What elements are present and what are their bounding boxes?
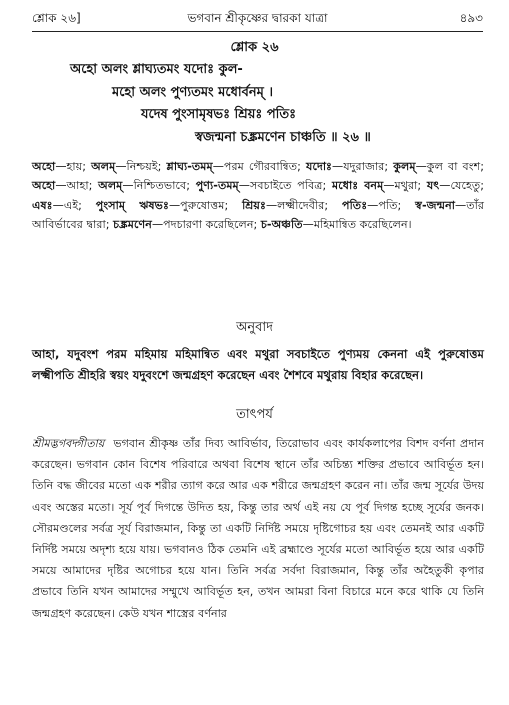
translation-heading: অনুবাদ <box>236 320 273 335</box>
purport-text: ভগবান শ্রীকৃষ্ণ তাঁর দিব্য আবির্ভাব, তিরোভাব এবং কার্যকলাপের বিশদ বর্ণনা প্রদান করেছেন। ভগবান কোন বিশেষ পরিবারে অথবা বিশেষ স্থানে তাঁর অচিন্ত্য শক্তির প্রভাবে আবির্ভূত হন। তিনি বদ্ধ জীবের মতো এক শরীর ত্যাগ করে আর এক শরীরে জন্মগ্রহণ করেন না। তাঁর জন্ম সূর্যের উদয় এবং অস্তের মতো। সূর্য পূর্ব দিগন্তে উদিত হয়, কিন্তু তার অর্থ এই নয় যে পূর্ব দিগন্ত হচ্ছে সূর্যের জনক। সৌরমণ্ডলের সর্বত্র সূর্য বিরাজমান, কিন্তু তা একটি নির্দিষ্ট সময়ে দৃষ্টিগোচর হয় এবং তেমনই আর একটি নির্দিষ্ট সময়ে অদৃশ্য হয়ে যায়। ভগবানও ঠিক তেমনি এই ব্রহ্মাণ্ডে সূর্যের মতো আবির্ভূত হয়ে আর একটি সময়ে আমাদের দৃষ্টির অগোচর হয়ে যান। তিনি সর্বত্র সর্বদা বিরাজমান, কিন্তু তাঁর অহৈতুকী কৃপার প্রভাবে তিনি যখন আমাদের সম্মুখে আবির্ভূত হন, তখন আমরা বিনা বিচারে মনে করে থাকি যে তিনি জন্মগ্রহণ করেছেন। কেউ যখন শাস্ত্রের বর্ণনার <box>32 437 484 620</box>
synonym-meaning: মথুরা; <box>394 179 427 193</box>
synonym-word: অলম্ <box>98 179 123 193</box>
synonym-meaning: পুরুষোত্তম; <box>180 198 243 212</box>
synonym-meaning: সবচাইতে পবিত্র; <box>249 179 332 193</box>
synonym-word: শ্রিয়ঃ <box>242 198 266 212</box>
verse-line-2: মহো অলং পুণ্যতমং মধোর্বনম্ । <box>112 85 274 100</box>
verse-line-3: যদেষ পুংসামৃষভঃ শ্রিয়ঃ পতিঃ <box>141 107 297 122</box>
purport-heading: তাৎপর্য <box>236 407 273 422</box>
synonym-word: অলম্ <box>91 160 116 173</box>
verse-title: শ্লোক ২৬ <box>230 40 279 55</box>
synonym-word: স্ব-জন্মনা <box>415 198 456 212</box>
synonym-word: অহো <box>32 179 56 193</box>
synonyms-paragraph: অহো—হায়; অলম্—নিশ্চয়ই; শ্লাঘ্য-তমম্—পরম গৌরবান্বিত; যদোঃ—যদুরাজার; কুলম্—কুল বা বংশ; অহো—আহা; অলম্—নিশ্চিতভাবে; পুণ্য-তমম্—সবচাইতে পবিত্র; মধোঃ বনম্—মথুরা; যৎ—যেহেতু; এষঃ—এই; পুংসাম্ ঋষভঃ—পুরুষোত্তম; শ্রিয়ঃ—লক্ষ্মীদেবীর; পতিঃ—পতি; স্ব-জন্মনা—তাঁর আবির্ভাবের দ্বারা; চঙ্ক্রমণেন—পদচারণা করেছিলেন; চ-অঞ্চতি—মহিমান্বিত করেছিলেন। <box>32 160 484 232</box>
synonym-meaning: এই; <box>63 198 96 212</box>
verse-line-1: অহো অলং শ্লাঘ্যতমং যদোঃ কুল- <box>70 62 243 77</box>
synonym-word: চঙ্ক্রমণেন <box>113 218 152 232</box>
running-header <box>32 10 483 30</box>
header-verse-ref: শ্লোক ২৬] <box>32 11 81 25</box>
translation-text: আহা, যদুবংশ পরম মহিমায় মহিমান্বিত এবং মথুরা সবচাইতে পুণ্যময় কেননা এই পুরুষোত্তম লক্ষ্মীপতি শ্রীহরি স্বয়ং যদুবংশে জন্মগ্রহণ করেছেন এবং শৈশবে মথুরায় বিহার করেছেন। <box>32 347 484 382</box>
book-title: শ্রীমদ্ভগবদ্গীতায় <box>32 437 105 450</box>
synonym-meaning: নিশ্চয়ই; <box>126 160 167 173</box>
purport-paragraph <box>32 433 484 624</box>
synonym-meaning: হায়; <box>66 160 92 173</box>
synonym-word: যৎ <box>426 179 440 193</box>
synonym-meaning: আহা; <box>66 179 99 193</box>
synonym-meaning: কুল বা বংশ; <box>426 160 484 173</box>
synonym-word: পতিঃ <box>342 198 368 212</box>
synonym-word: শ্লাঘ্য-তমম্ <box>166 160 213 173</box>
synonym-meaning: পতি; <box>378 198 416 212</box>
synonym-word: যদোঃ <box>306 160 333 173</box>
synonym-word: পুণ্য-তমম্ <box>195 179 239 193</box>
synonym-meaning: যদুরাজার; <box>343 160 394 173</box>
synonym-word: অহো <box>32 160 56 173</box>
translation <box>32 344 484 385</box>
synonym-word: কুলম্ <box>393 160 416 173</box>
synonym-meaning: মহিমান্বিত করেছিলেন। <box>313 218 412 232</box>
header-rule <box>32 31 483 32</box>
synonym-meaning: পরম গৌরবান্বিত; <box>223 160 306 173</box>
synonym-word: চ-অঞ্চতি <box>260 218 303 232</box>
synonym-meaning: যেহেতু; <box>450 179 484 193</box>
synonym-word: মধোঃ বনম্ <box>331 179 384 193</box>
synonym-word: পুংসাম্ ঋষভঃ <box>95 198 169 212</box>
synonym-meaning: তাঁর আবির্ভাবের দ্বারা; <box>32 198 484 232</box>
page-number: ৪৯৩ <box>459 11 483 25</box>
synonym-meaning: লক্ষ্মীদেবীর; <box>277 198 342 212</box>
verse-line-4: স্বজন্মনা চঙ্ক্রমণেন চাঞ্চতি ॥ ২৬ ॥ <box>195 130 371 145</box>
header-chapter-title: ভগবান শ্রীকৃষ্ণের দ্বারকা যাত্রা <box>187 11 328 25</box>
synonym-meaning: নিশ্চিতভাবে; <box>133 179 196 193</box>
word-for-word-synonyms <box>32 157 484 235</box>
synonym-meaning: পদচারণা করেছিলেন; <box>163 218 261 232</box>
synonym-word: এষঃ <box>32 198 53 212</box>
purport <box>32 433 484 624</box>
